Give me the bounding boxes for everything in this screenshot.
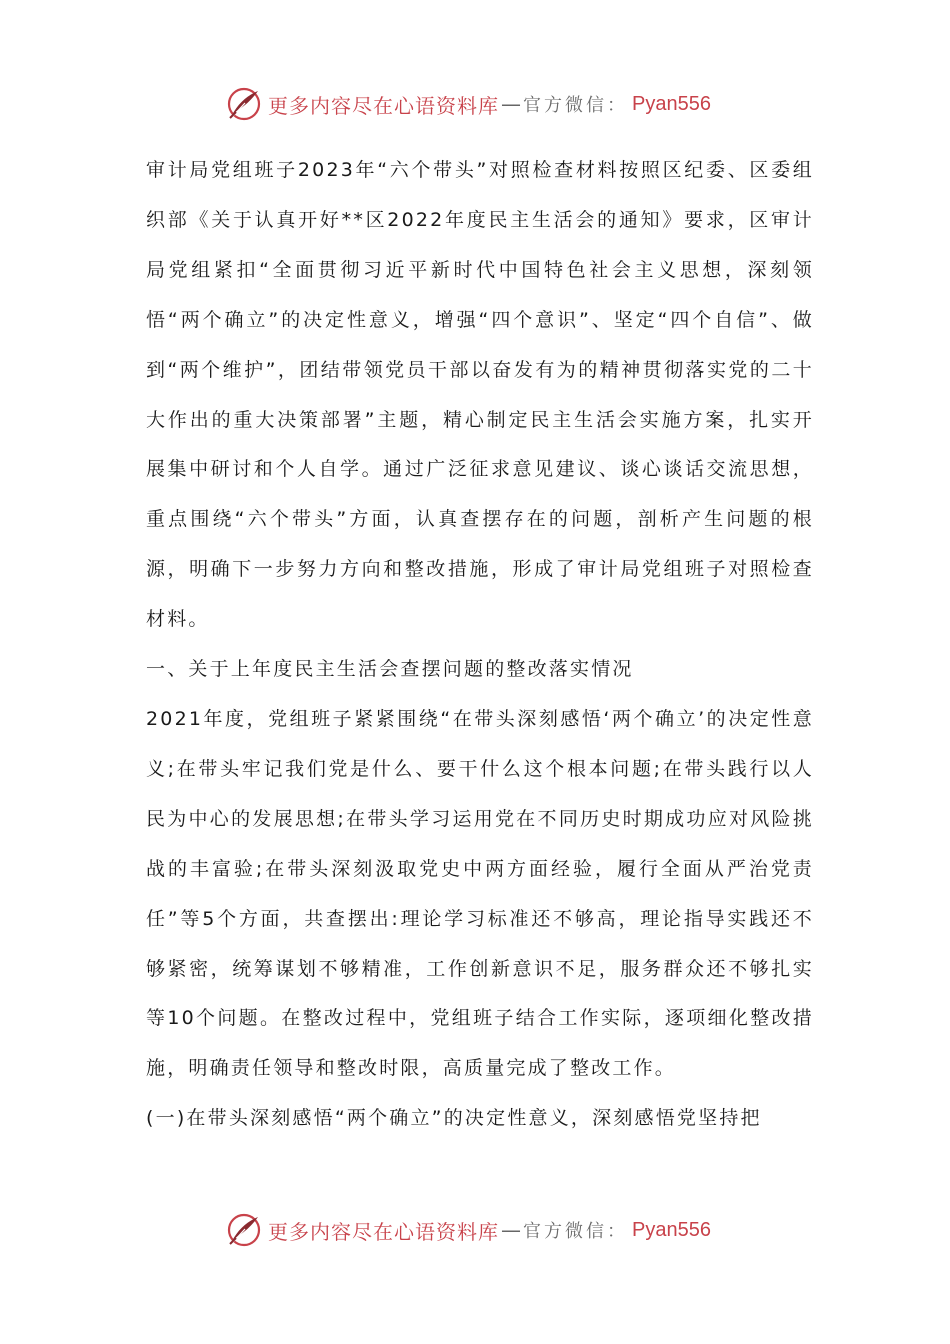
banner-wechat-id: Pyan556	[632, 1218, 711, 1241]
footer-banner	[226, 1210, 711, 1250]
section-1-paragraph: 2021年度，党组班子紧紧围绕“在带头深刻感悟‘两个确立’的决定性意义;在带头牢记我们党是什么、要干什么这个根本问题;在带头践行以人民为中心的发展思想;在带头学习运用党在不同历史时期成功应对风险挑战的丰富验;在带头深刻汲取党史中两方面经验，履行全面从严治党责任”等5个方面，共查摆出:理论学习标准还不够高，理论指导实践还不够紧密，统筹谋划不够精准，工作创新意识不足，服务群众还不够扎实等10个问题。在整改过程中，党组班子结合工作实际，逐项细化整改措施，明确责任领导和整改时限，高质量完成了整改工作。	[146, 707, 814, 1080]
banner-wechat-id: Pyan556	[632, 92, 711, 115]
banner-separator: —	[501, 1218, 521, 1242]
document-body	[146, 146, 814, 1144]
banner-wechat-label: 官方微信：	[523, 1221, 628, 1242]
quill-logo-icon	[226, 86, 262, 122]
section-1-heading: 一、关于上年度民主生活会查摆问题的整改落实情况	[146, 658, 634, 681]
header-banner	[226, 84, 711, 124]
intro-paragraph: 审计局党组班子2023年“六个带头”对照检查材料按照区纪委、区委组织部《关于认真开好**区2022年度民主生活会的通知》要求，区审计局党组紧扣“全面贯彻习近平新时代中国特色社会主义思想，深刻领悟“两个确立”的决定性意义，增强“四个意识”、坚定“四个自信”、做到“两个维护”，团结带领党员干部以奋发有为的精神贯彻落实党的二十大作出的重大决策部署”主题，精心制定民主生活会实施方案，扎实开展集中研讨和个人自学。通过广泛征求意见建议、谈心谈话交流思想，重点围绕“六个带头”方面，认真查摆存在的问题，剖析产生问题的根源，明确下一步努力方向和整改措施，形成了审计局党组班子对照检查材料。	[146, 159, 814, 631]
banner-separator: —	[501, 92, 521, 116]
banner-wechat-label: 官方微信：	[523, 95, 628, 116]
banner-slogan: 更多内容尽在心语资料库	[268, 93, 499, 118]
quill-logo-icon	[226, 1212, 262, 1248]
subsection-1-paragraph: (一)在带头深刻感悟“两个确立”的决定性意义，深刻感悟党坚持把	[146, 1107, 762, 1130]
banner-slogan: 更多内容尽在心语资料库	[268, 1219, 499, 1244]
